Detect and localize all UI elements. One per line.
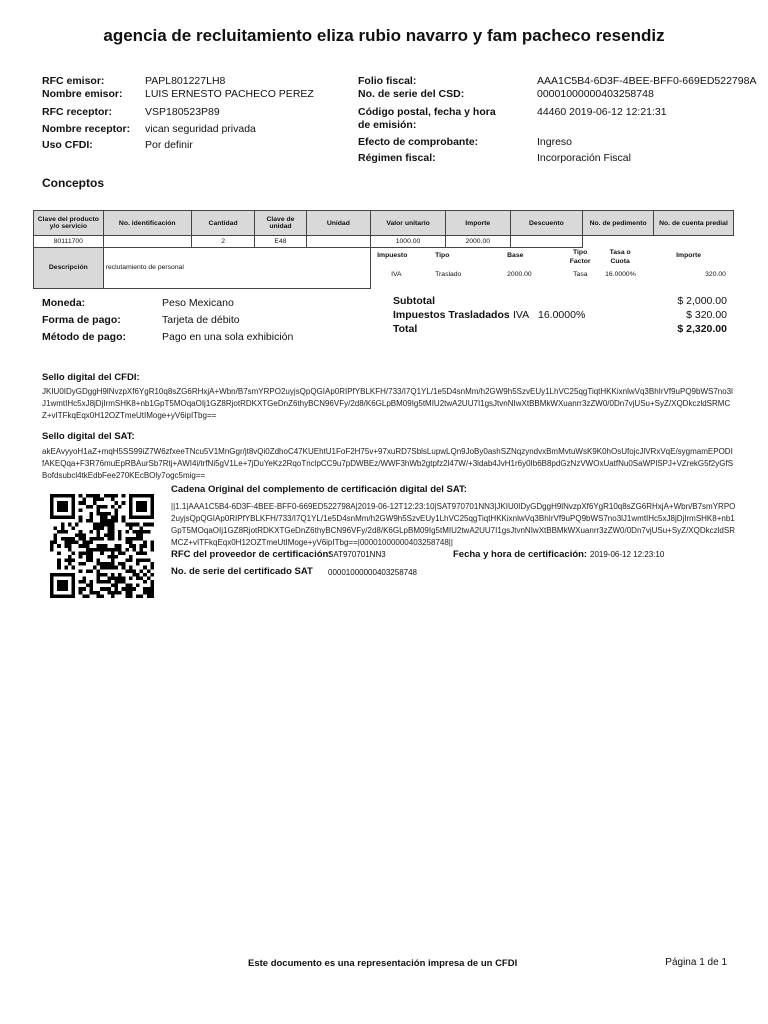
page-number: Página 1 de 1 xyxy=(665,957,727,968)
proveedor-label: RFC del proveedor de certificación: xyxy=(171,549,332,560)
rfc-receptor-value: VSP180523P89 xyxy=(145,106,220,118)
fecha-cert-label: Fecha y hora de certificación: xyxy=(453,549,588,560)
tax-importe: 320.00 xyxy=(705,271,726,278)
serie-csd-value: 00001000000403258748 xyxy=(537,88,654,100)
tax-tasa: 16.0000% xyxy=(605,271,636,278)
cell-identificacion xyxy=(103,236,191,248)
cadena-label: Cadena Original del complemento de certificación digital del SAT: xyxy=(171,484,467,495)
nombre-emisor-label: Nombre emisor: xyxy=(42,88,123,100)
footer-note: Este documento es una representación impresa de un CFDI xyxy=(248,958,518,969)
nombre-receptor-label: Nombre receptor: xyxy=(42,123,131,135)
header-cell: Clave de unidad xyxy=(255,211,306,236)
qr-code-image xyxy=(50,494,154,598)
uso-cfdi-value: Por definir xyxy=(145,139,193,151)
cell-pedimento xyxy=(583,236,654,248)
rfc-emisor-label: RFC emisor: xyxy=(42,75,105,87)
sello-sat-value: akEAvyyoH1aZ+mqH5SS99iZ7W6zfxeeTNcu5V1MnGgr/jt8vQi0ZdhoC47KUEhtU1FoF2H75v+97xuRD7SblsLupwLQn9JoBy0ashSZNqzyndvxBmMvtuWsK9K0hOsUfojcJlVRxVqE/sygmamEPODIfAKEQqa+F3R76muEpRBAurSb7Rtj+AWI4i/trfNi5gV1Le+7jDuYeKz2RqoTnclpCC9u7pDWBEz/WWF3hWb2gtpfz2l47W/+3ldab4JvH1r6y0Ib6B8pdGzNzVWOxUatfNu0SaWPlSPJ+VZrekG5f2yGfSBofdsubcl4tkEdbFee270KEcBOly7ogc5mig== xyxy=(42,447,734,480)
rfc-emisor-value: PAPL801227LH8 xyxy=(145,75,226,87)
conceptos-heading: Conceptos xyxy=(42,176,105,190)
forma-pago-label: Forma de pago: xyxy=(42,314,121,326)
header-cell: No. de cuenta predial xyxy=(653,211,733,236)
tax-impuesto: IVA xyxy=(391,271,402,278)
sello-cfdi-label: Sello digital del CFDI: xyxy=(42,372,140,383)
fecha-cert-value: 2019-06-12 12:23:10 xyxy=(590,550,665,559)
tax-detail xyxy=(371,248,734,289)
header-cell: Clave del producto y/o servicio xyxy=(34,211,104,236)
tax-tipo: Traslado xyxy=(435,271,462,278)
cell-clave-unidad: E48 xyxy=(255,236,306,248)
cell-cantidad: 2 xyxy=(191,236,255,248)
cp-fecha-value: 44460 2019-06-12 12:21:31 xyxy=(537,106,667,118)
moneda-value: Peso Mexicano xyxy=(162,297,234,309)
efecto-value: Ingreso xyxy=(537,136,573,148)
impuestos-value: $ 320.00 xyxy=(686,309,727,321)
tax-header-base: Base xyxy=(507,252,524,259)
folio-fiscal-value: AAA1C5B4-6D3F-4BEE-BFF0-669ED522798A xyxy=(537,75,757,87)
header-cell: No. de pedimento xyxy=(583,211,654,236)
tax-header-impuesto: Impuesto xyxy=(377,252,408,259)
nombre-receptor-value: vican seguridad privada xyxy=(145,123,256,135)
cell-clave: 80111700 xyxy=(34,236,104,248)
tax-base: 2000.00 xyxy=(507,271,532,278)
cell-cuenta-predial xyxy=(653,236,733,248)
cell-importe: 2000.00 xyxy=(445,236,510,248)
proveedor-value: SAT970701NN3 xyxy=(328,550,386,559)
subtotal-label: Subtotal xyxy=(393,295,435,307)
forma-pago-value: Tarjeta de débito xyxy=(162,314,240,326)
tax-factor: Tasa xyxy=(573,271,588,278)
table-row xyxy=(34,236,734,248)
folio-fiscal-label: Folio fiscal: xyxy=(358,75,417,87)
subtotal-value: $ 2,000.00 xyxy=(677,295,727,307)
header-cell: No. identificación xyxy=(103,211,191,236)
total-value: $ 2,320.00 xyxy=(677,323,727,335)
tax-header-tipo: Tipo xyxy=(435,252,450,259)
header-cell: Unidad xyxy=(306,211,371,236)
cell-valor-unitario: 1000.00 xyxy=(371,236,446,248)
metodo-pago-label: Método de pago: xyxy=(42,331,126,343)
serie-csd-label: No. de serie del CSD: xyxy=(358,88,465,100)
table-header-row xyxy=(34,211,734,236)
impuestos-tipo: IVA xyxy=(513,309,530,321)
header-cell: Cantidad xyxy=(191,211,255,236)
uso-cfdi-label: Uso CFDI: xyxy=(42,139,93,151)
tax-header-tasa: Tasa o Cuota xyxy=(609,249,631,265)
rfc-receptor-label: RFC receptor: xyxy=(42,106,113,118)
tax-header-importe: Importe xyxy=(676,252,702,259)
sello-cfdi-value: JKIU0IDyGDggH9lNvzpXf6YgR10q8sZG6RHxjA+Wbn/B7smYRPO2uyjsQpQGIAp0RIPfYBLKFH/733/I7Q1YL/1e5D4snMm/h2GW9h5SzvEUy1LhVC25qgTiqtHKKixnlwVq3BhIrVf9uPQ9bWS7no3lJ1wmtIHc5xJ8jDjIrmSHK8+nb1GpT5MOqaOIj1GZ8RjotRDKXTGeDnZ6thyBCN96VFy/2d8/K6GLpBM09Ig5tMIU2twA2UU7I1gsJtvnNIwXtBBMkWXuanrr3zZW0/0Dn7vjUSu+SyZ/XQDkczldSRMCZ+vITFkqEqx0H12OZTmeUtIMoge+yV6ipITbg== xyxy=(42,387,733,420)
regimen-label: Régimen fiscal: xyxy=(358,152,436,164)
header-cell: Valor unitario xyxy=(371,211,446,236)
metodo-pago-value: Pago en una sola exhibición xyxy=(162,331,294,343)
sello-sat-label: Sello digital del SAT: xyxy=(42,431,135,442)
descripcion-label: Descripción xyxy=(34,248,104,289)
description-row xyxy=(34,248,734,289)
tax-header-tipo-factor: Tipo Factor xyxy=(569,249,591,265)
document-title: agencia de recluitamiento eliza rubio navarro y fam pacheco resendiz xyxy=(103,26,665,45)
impuestos-label: Impuestos Trasladados xyxy=(393,309,510,321)
cell-unidad xyxy=(306,236,371,248)
regimen-value: Incorporación Fiscal xyxy=(537,152,631,164)
moneda-label: Moneda: xyxy=(42,297,86,309)
serie-sat-value: 00001000000403258748 xyxy=(328,568,417,577)
impuestos-tasa: 16.0000% xyxy=(538,309,586,321)
cadena-value: ||1.1|AAA1C5B4-6D3F-4BEE-BFF0-669ED522798A|2019-06-12T12:23:10|SAT970701NN3|JKIU0IDyGDggH9lNvzpXf6YgR10q8sZG6RHxjA+Wbn/B7smYRPO2uyjsQpQGIAp0RIPfYBLKFH/733/I7Q1YL/1e5D4snMm/h2GW9h5SzvEUy1LhVC25qgTiqtHKKixnlwVq3BhIrVf9uPQ9bWS7no3lJ1wmtIHc5xJ8jDjIrmSHK8+nb1GpT5MOqaOIj1GZ8RjotRDKXTGeDnZ6thyBCN96VFy/2d8/K6GLpBM09Ig5tMIU2twA2UU7I1gsJtvnNIwXtBBMkWXuanrr3zZW0/0Dn7vjUSu+SyZ/XQDkczldSRMCZ+vITFkqEqx0H12OZTmeUtIMoge+yV6ipITbg==|00001000000403258748|| xyxy=(171,502,736,547)
cp-fecha-label: Código postal, fecha y hora de emisión: xyxy=(358,106,496,131)
total-label: Total xyxy=(393,323,418,335)
serie-sat-label: No. de serie del certificado SAT xyxy=(171,566,313,577)
conceptos-table xyxy=(33,210,734,289)
header-cell: Descuento xyxy=(510,211,583,236)
cell-descuento xyxy=(510,236,583,248)
efecto-label: Efecto de comprobante: xyxy=(358,136,479,148)
nombre-emisor-value: LUIS ERNESTO PACHECO PEREZ xyxy=(145,88,314,100)
header-cell: Importe xyxy=(445,211,510,236)
descripcion-value: reclutamiento de personal xyxy=(103,248,370,289)
